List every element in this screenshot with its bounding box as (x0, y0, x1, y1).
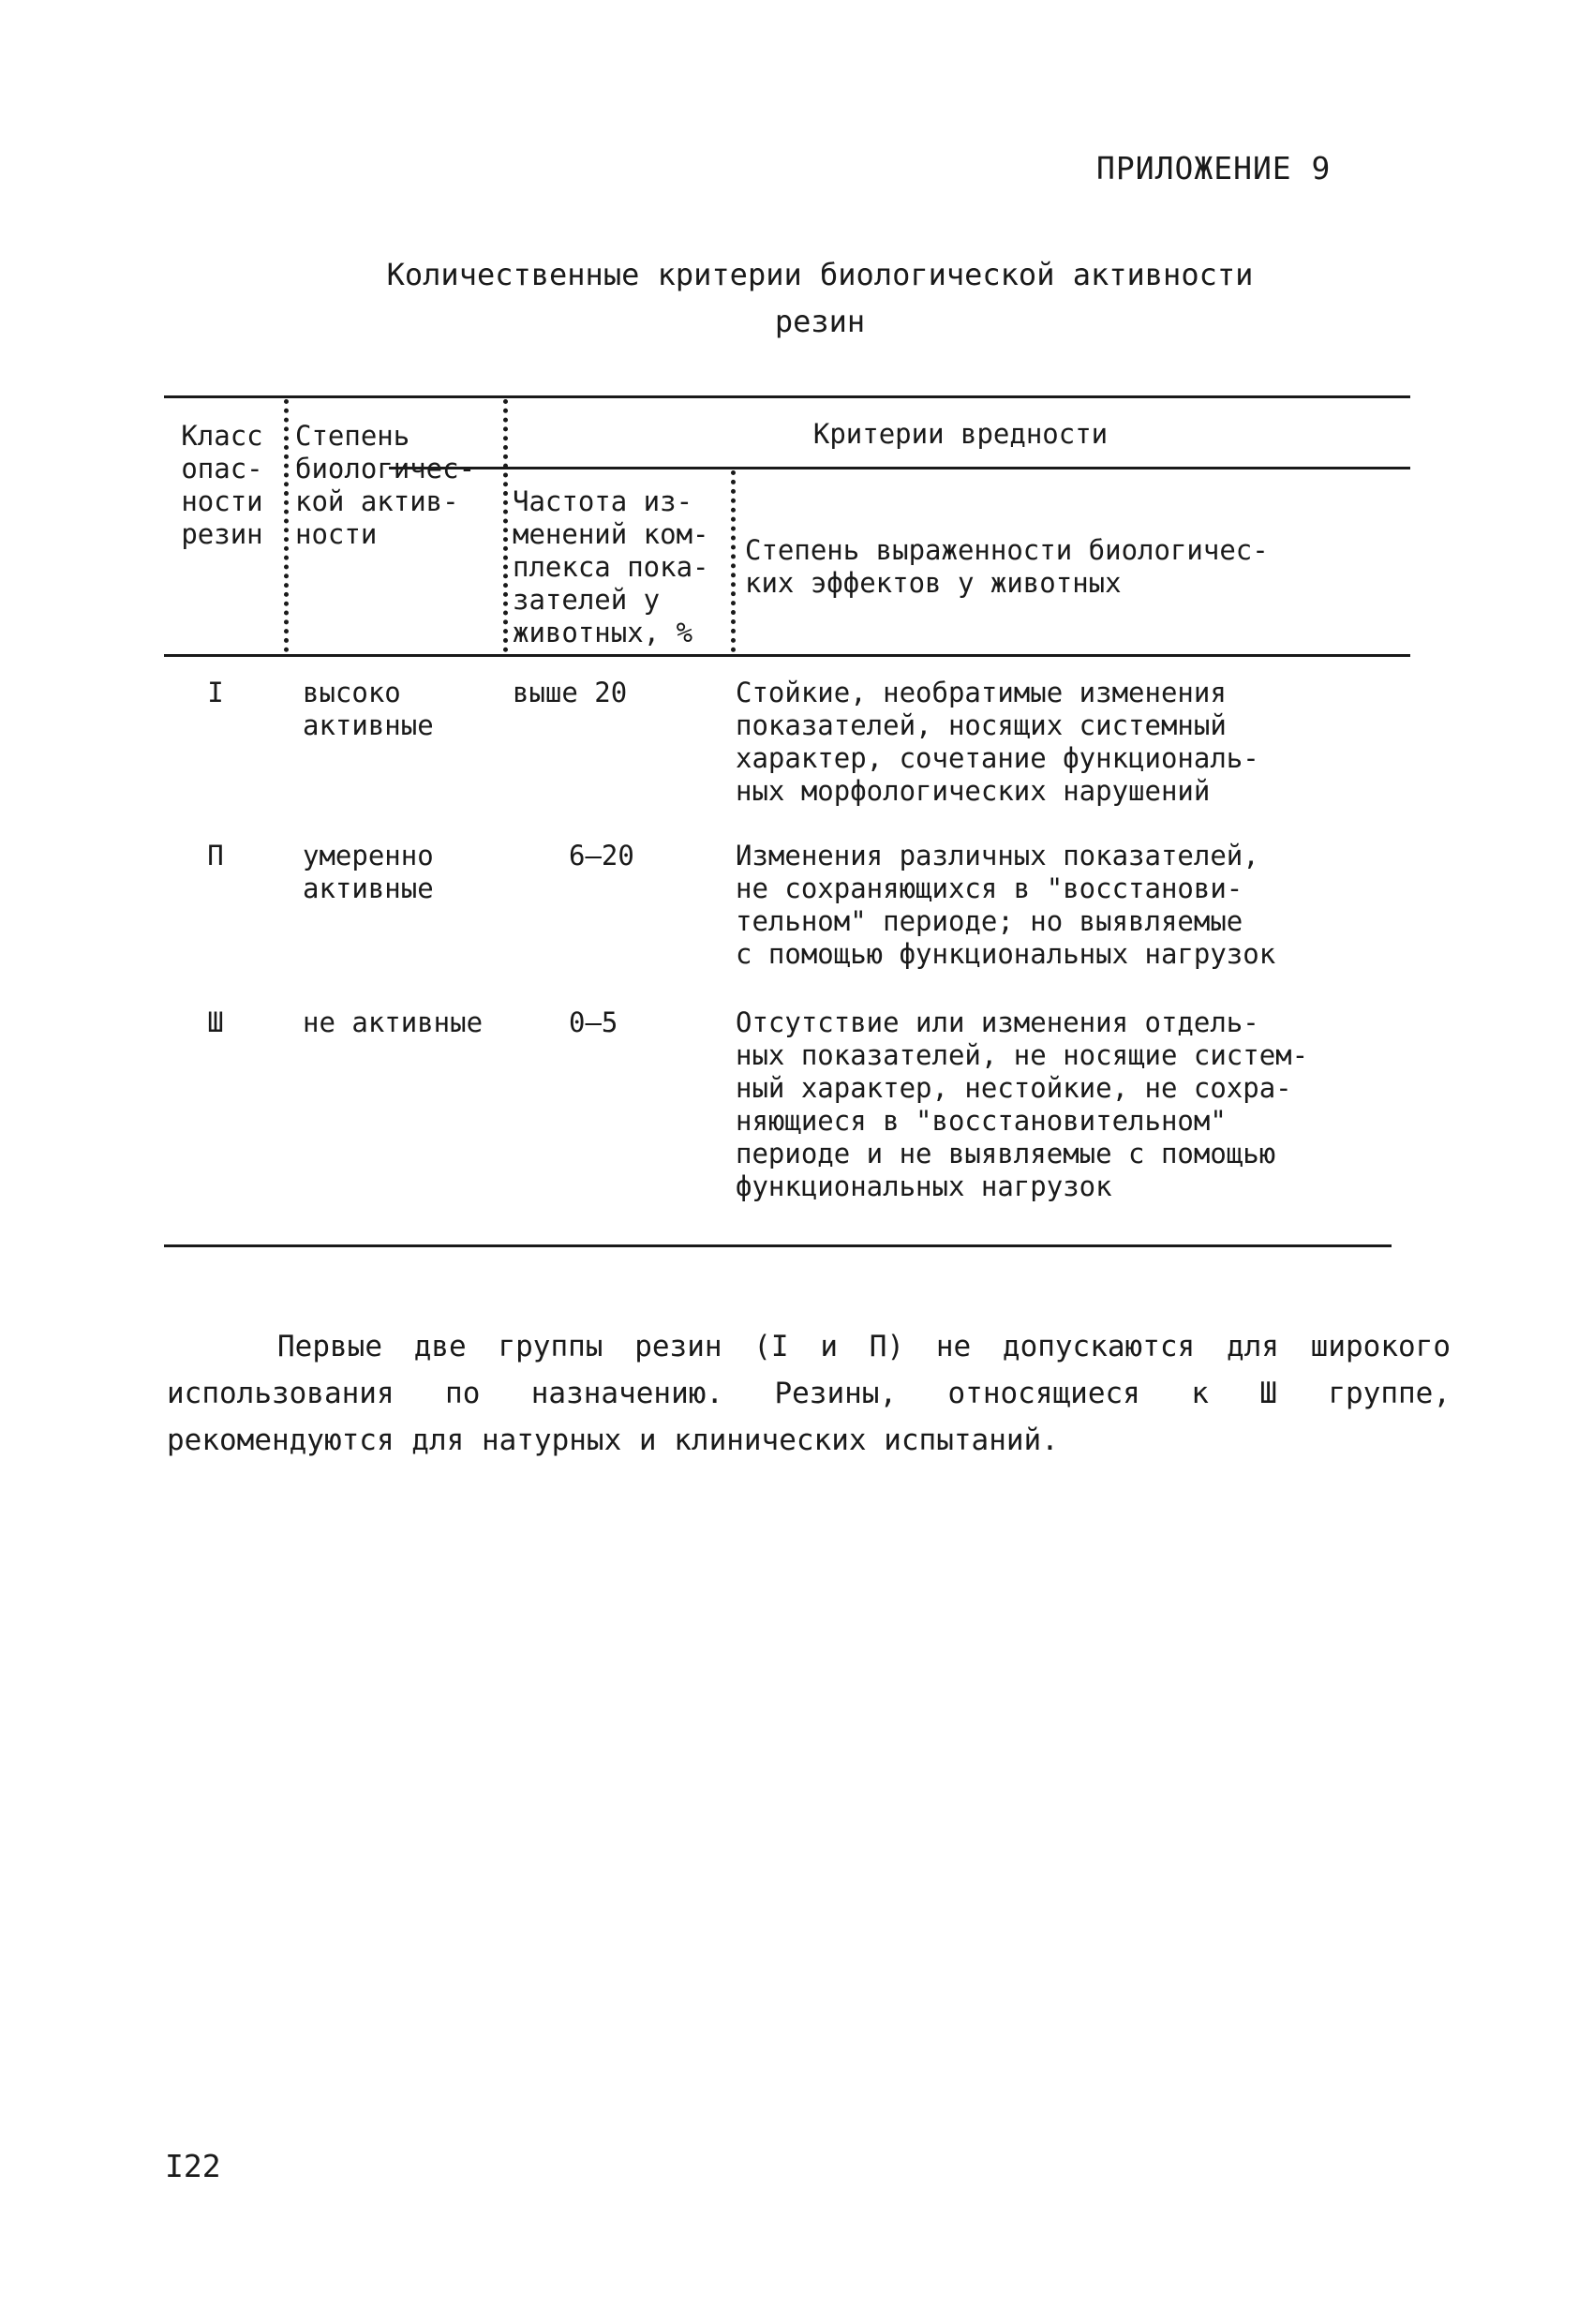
header-class: Класс опас- ности резин (181, 420, 263, 550)
table-bottom-rule (164, 1244, 1392, 1247)
row-3-class: Ш (207, 1006, 224, 1038)
row-2-class: П (207, 840, 224, 872)
row-1-class: I (207, 677, 224, 708)
header-frequency: Частота из- менений ком- плекса пока- зателей у животных, % (513, 485, 709, 648)
row-1-degree: высоко активные (303, 677, 434, 741)
row-1-frequency: выше 20 (513, 677, 628, 708)
row-3-severity: Отсутствие или изменения отдель- ных показателей, не носящие систем- ный характер, нестойкие, не сохра- няющиеся в "восстановительном" периоде и не выявляемые с помощью функциональных нагрузок (736, 1006, 1309, 1202)
row-2-frequency: 6–20 (569, 840, 634, 872)
document-title (234, 251, 1406, 345)
criteria-table (164, 395, 1410, 1258)
separator-degree-frequency (503, 399, 508, 652)
page-number: I22 (165, 2148, 221, 2184)
header-criteria-group: Критерии вредности (812, 418, 1109, 450)
appendix-header: ПРИЛОЖЕНИЕ 9 (1096, 150, 1332, 186)
criteria-subheader-rule (389, 467, 1410, 469)
header-severity: Степень выраженности биологичес- ких эффектов у животных (745, 534, 1269, 599)
row-2-severity: Изменения различных показателей, не сохраняющихся в "восстанови- тельном" периоде; но выявляемые с помощью функциональных нагрузок (736, 840, 1276, 970)
row-2-degree: умеренно активные (303, 840, 434, 904)
row-1-severity: Стойкие, необратимые изменения показателей, носящих системный характер, сочетание функциональ- ных морфологических нарушений (736, 677, 1259, 807)
document-title-line-1: Количественные критерии биологической активности (386, 257, 1254, 292)
row-3-degree: не активные (303, 1006, 484, 1038)
table-top-rule (164, 395, 1410, 398)
body-paragraph: Первые две группы резин (I и П) не допускаются для широкого использования по назначению. Резины, относящиеся к Ш группе, рекомендуются для натурных и клинических испытаний. (167, 1330, 1451, 1457)
separator-frequency-severity (731, 470, 736, 652)
header-bottom-rule (164, 654, 1410, 657)
row-3-frequency: 0–5 (569, 1006, 618, 1038)
separator-class-degree (284, 399, 289, 652)
header-degree: Степень биологичес- кой актив- ности (295, 420, 476, 550)
document-title-line-2: резин (774, 304, 866, 339)
